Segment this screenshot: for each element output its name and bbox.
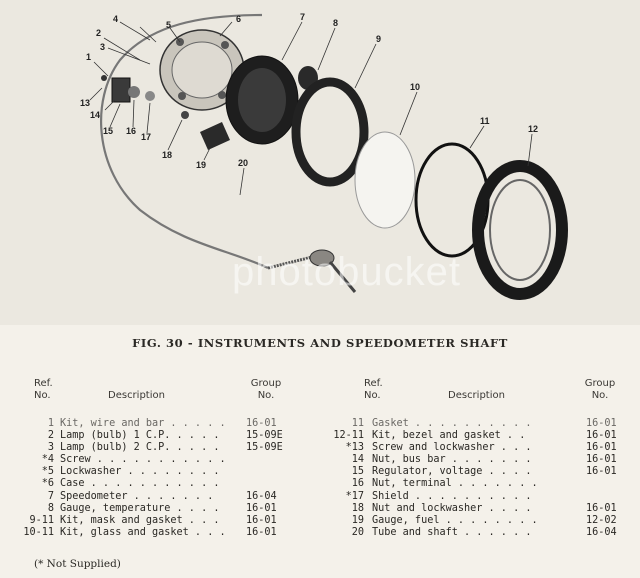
parts-table-right bbox=[330, 418, 630, 539]
table-row: 7 Speedometer . . . . . . . 16-04 bbox=[47, 490, 277, 502]
table-row: 12-11 Kit, bezel and gasket . . 16-01 bbox=[333, 430, 617, 442]
callout-5: 5 bbox=[166, 20, 172, 30]
left-description-header: Description bbox=[108, 390, 165, 401]
callout-18: 18 bbox=[162, 150, 173, 160]
footnote: (* Not Supplied) bbox=[34, 558, 121, 570]
callout-11: 11 bbox=[480, 116, 490, 126]
table-row: 2 Lamp (bulb) 1 C.P. . . . . 15-09E bbox=[47, 430, 283, 442]
right-description-header: Description bbox=[448, 390, 505, 401]
table-row: 8 Gauge, temperature . . . . 16-01 bbox=[47, 502, 277, 514]
table-row: 3 Lamp (bulb) 2 C.P. . . . . 15-09E bbox=[47, 442, 283, 454]
callout-7: 7 bbox=[300, 12, 306, 22]
table-row: *17 Shield . . . . . . . . . . bbox=[345, 490, 532, 502]
table-row: 11 Gasket . . . . . . . . . . 16-01 bbox=[351, 418, 617, 429]
callout-19: 19 bbox=[196, 160, 207, 170]
callout-6: 6 bbox=[236, 14, 242, 24]
callout-9: 9 bbox=[376, 34, 382, 44]
callout-12: 12 bbox=[528, 124, 539, 134]
photobucket-watermark: photobucket bbox=[232, 250, 461, 294]
callout-4: 4 bbox=[113, 14, 119, 24]
table-row: 19 Gauge, fuel . . . . . . . . 12-02 bbox=[351, 514, 617, 526]
table-row: *6 Case . . . . . . . . . . . bbox=[41, 478, 220, 490]
table-row: 20 Tube and shaft . . . . . . 16-04 bbox=[351, 526, 617, 538]
parts-table-left bbox=[20, 418, 330, 539]
callout-13: 13 bbox=[80, 98, 91, 108]
right-ref-header: Ref. No. bbox=[364, 378, 383, 401]
callout-15: 15 bbox=[103, 126, 114, 136]
table-row: 18 Nut and lockwasher . . . . 16-01 bbox=[351, 502, 617, 514]
callout-2: 2 bbox=[96, 28, 102, 38]
figure-caption: FIG. 30 - INSTRUMENTS AND SPEEDOMETER SHAFT bbox=[132, 336, 508, 350]
table-row: 16 Nut, terminal . . . . . . . bbox=[351, 478, 538, 490]
right-group-header: Group No. bbox=[584, 378, 616, 401]
table-row: 9-11 Kit, mask and gasket . . . 16-01 bbox=[29, 514, 277, 526]
left-group-header: Group No. bbox=[250, 378, 282, 401]
table-row: 15 Regulator, voltage . . . . 16-01 bbox=[351, 466, 617, 478]
table-row: 14 Nut, bus bar . . . . . . . 16-01 bbox=[351, 454, 617, 466]
callout-14: 14 bbox=[90, 110, 101, 120]
callout-17: 17 bbox=[141, 132, 152, 142]
left-ref-header: Ref. No. bbox=[34, 378, 53, 401]
callout-3: 3 bbox=[100, 42, 106, 52]
callout-10: 10 bbox=[410, 82, 421, 92]
table-row: *5 Lockwasher . . . . . . . . bbox=[41, 466, 220, 478]
table-row: 1 Kit, wire and bar . . . . . 16-01 bbox=[47, 418, 277, 429]
callout-8: 8 bbox=[333, 18, 339, 28]
table-row: *4 Screw . . . . . . . . . . . bbox=[41, 454, 226, 466]
callout-1: 1 bbox=[86, 52, 92, 62]
callout-20: 20 bbox=[238, 158, 249, 168]
table-row: 10-11 Kit, glass and gasket . . . 16-01 bbox=[23, 526, 277, 538]
table-row: *13 Screw and lockwasher . . . 16-01 bbox=[345, 442, 617, 454]
callout-16: 16 bbox=[126, 126, 137, 136]
